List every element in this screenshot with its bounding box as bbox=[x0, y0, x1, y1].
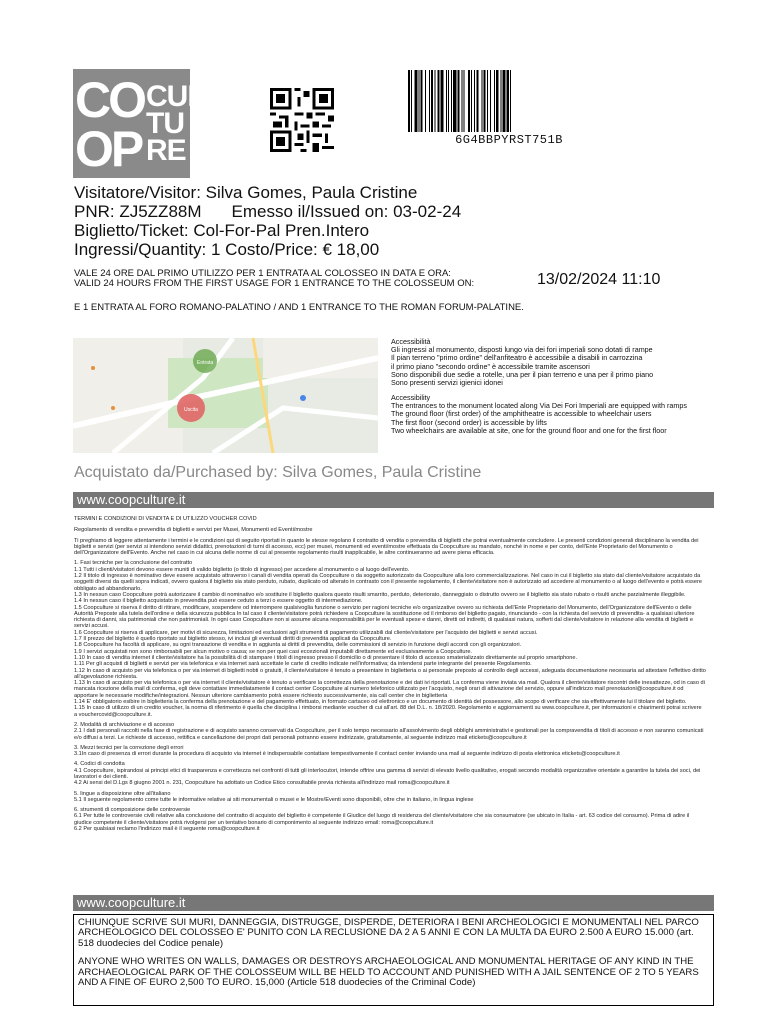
terms-section-2: 2. Modalità di archiviazione e di accesso 2.1 I dati personali raccolti nella fase di registrazione e di acquisto saranno conservati da Coopculture, per il solo tempo necessario all'assolvimento degli obblighi amministrativi e gestionali per la compravendita di titoli di accesso e non saranno comunicati e/o diffusi a terzi. Le richieste di accesso, rettifica e cancellazione dei propri dati personali potranno essere indirizzate, gratuitamente, al seguente indirizzo mail etickets@coopculture.it bbox=[74, 721, 704, 741]
purchased-by: Acquistato da/Purchased by: Silva Gomes, Paula Cristine bbox=[74, 464, 482, 481]
terms-title: TERMINI E CONDIZIONI DI VENDITA E DI UTILIZZO VOUCHER COVID bbox=[74, 516, 257, 522]
accessibility-it-title: Accessibilità bbox=[391, 337, 431, 346]
pnr-issued-line bbox=[74, 202, 461, 222]
accessibility-english bbox=[391, 394, 691, 435]
map-exit-label: Uscita bbox=[184, 407, 198, 413]
pnr: PNR: ZJ5ZZ88M bbox=[74, 202, 202, 221]
map-entry-label: Entrata bbox=[197, 360, 214, 366]
terms-and-conditions bbox=[74, 516, 706, 836]
terms-section-5: 5. lingue a disposizione oltre all'italiano 5.1 Il seguente regolamento come tutte le informative relative ai siti monumentali o musei e le Mostre/Eventi sono disponibili, oltre che in italiano, in lingua inglese bbox=[74, 790, 474, 803]
logo-op: OP bbox=[75, 121, 142, 177]
terms-section-1: 1. Fasi tecniche per la conclusione del contratto 1.1 Tutti i clienti/visitatori devono essere muniti di valido biglietto (o titolo di ingresso) per accedere al monumento o al luogo dell'evento. 1.2 Il titolo di ingresso è nominativo deve essere acquistato attraverso i canali di vendita operati da Coopculture o da soggetto autorizzato da Coopculture alla loro commercializzazione. Nel caso in cui il biglietto sia stato dal cliente/visitatore acquistato da soggetti diversi da quelli sopra indicati, ovvero qualora il biglietto sia stato perduto, rubato, duplicato od alterato in contrasto con il presente regolamento, il cliente/visitatore non è autorizzato ad accedere al monumento o al luogo dell'evento e potrà essere obbligato ad abbandonarlo. 1.3 In nessun caso Coopculture potrà autorizzare il cambio di nominativo e/o sostituire il biglietto qualora questo risulti smarrito, perduto, deteriorato, danneggiato o distrutto ovvero se il biglietto sia stato rubato o risulti anche parzialmente illeggibile. 1.4 In nessun caso il biglietto acquistato in prevendita può essere ceduto a terzi o essere oggetto di intermediazione. 1.5 Coopculture si riserva il diritto di ritirare, modificare, sospendere od interrompere qualsivoglia funzione o servizio per ragioni tecniche e/o organizzative ovvero su richiesta dell'Ente Proprietario del Monumento, dell'Organizzatore dell'Evento o delle Autorità Preposte alla tutela dell'ordine e della sicurezza pubblica In tal caso il cliente/visitatore potrà richiedere a Coopculture la sostituzione od il rimborso del biglietto pagato, rinunciando - con la richiesta del servizio di prevendita- a qualsiasi ulteriore richiesta di danni, sia patrimoniali che non patrimoniali. In ogni caso Coopculture non si assume alcuna responsabilità per le eventuali spese e danni, diretti od indiretti, di qualsiasi natura, sofferti dal cliente/visitatore in relazione alla vendita di biglietti e servizi accusi. 1.6 Coopculture si riserva di applicare, per motivi di sicurezza, limitazioni ed esclusioni agli strumenti di pagamento utilizzabili dal cliente/visitatore per l'acquisto dei biglietti e servizi accusi. 1.7 Il prezzo del biglietto è quello riportato sul biglietto stesso, ivi inclusi gli eventuali diritti di prevendita applicati da Coopculture. 1.8 Coopculture ha facoltà di applicare, su ogni transazione di vendita e in aggiunta ai diritti di prevendita, delle commissioni di servizio in funzione degli accordi con gli organizzatori. 1.9 I servizi acquistati non sono rimborsabili per alcun motivo o causa; se non per quei casi eccezionali imputabili direttamente ed esclusivamente a Coopculture. 1.10 In caso di vendita internet il cliente/visitatore ha la possibilità di di stampare i titoli di ingresso presso il domicilio o di presentare il titolo di accesso smaterializzato direttamente sul proprio smartphone. 1.11 Per gli acquisti di biglietti e servizi per via telefonica e via internet sarà accettate le carte di credito indicate nell'informativa; da intendersi parte integrante del presente Regolamento. 1.12 In caso di acquisto per via telefonica o per via internet di biglietti nobti o gratuiti, il cliente/visitatore è tenuto a presentare in biglietteria o ai personale preposto al controllo degli accessi, adeguata documentazione necessaria ad attestare l'effettivo diritto all'agevolazione richiesta. 1.13 In caso di acquisto per via telefonica o per via internet il cliente/visitatore è tenuto a verificare la correttezza della prenotazione e dei dati ivi riportati. La conferma viene inviata via mail. Qualora il cliente/visitatore riscontri delle inesattezze, od in caso di mancata ricezione della mail di conferma, egli deve contattare immediatamente il contact center Coopculture al numero telefonico utilizzato per l'acquisto, negli orari di attivazione del servizio, oppure all'indirizzo mail prenotazioni@coopculture.it od apportare le necessarie modifiche/integrazioni. Nessun ulteriore cambiamento potrà essere richiesto successivamente, sia call center che in biglietteria 1.14 E' obbligatorio esibire in biglietteria la conferma della prenotazione e del pagamento effettuato, in formato cartaceo od elettronico e un documento di identità del possessore, allo scopo di verificare che sia effettivamente lui il titolare del biglietto. 1.15 In caso di utilizzo di un credito voucher, la norma di riferimento è quella che disciplina i rimborsi mediante voucher di cui all'art. 88 del D.L. n. 18/2020. Regolamento e aggiornamenti su www.coopculture.it, per informazioni e chiarimenti potrai scrivere a vouchercovid@coopculture.it. bbox=[74, 560, 706, 718]
terms-subtitle: Regolamento di vendita e prevendita di biglietti e servizi per Musei, Monumenti ed Eventi/mostre bbox=[74, 527, 313, 534]
location-map bbox=[73, 338, 378, 453]
terms-section-6: 6. strumenti di composizione delle controversie 6.1 Per tutte le controversie civili relative alla conclusione del contratto di acquisto del biglietto è competente il Giudice del luogo di residenza del cliente/visitatore che sia consumatore (se ubicato in Italia - art. 63 codice del consumo). Prima di adire il giudice competente il cliente/visitatore potrà rivolgersi per un tentativo bonario di componimento al seguente indirizzo email: roma@coopculture.it 6.2 Per qualsiasi reclamo l'indirizzo mail è il seguente roma@coopculture.it bbox=[74, 807, 690, 833]
accessibility-en-title: Accessibility bbox=[391, 393, 431, 402]
ticket-type: Biglietto/Ticket: Col-For-Pal Pren.Intero bbox=[74, 221, 370, 240]
logo-co: CO bbox=[75, 72, 144, 128]
qr-code bbox=[270, 88, 334, 152]
website-bar-top: www.coopculture.it bbox=[73, 492, 714, 508]
validity-en: VALID 24 HOURS FROM THE FIRST USAGE FOR 1 ENTRANCE TO THE COLOSSEUM ON: bbox=[74, 278, 475, 289]
terms-intro: Ti preghiamo di leggere attentamente i termini e le condizioni qui di seguito riportati in quanto le stesse regolano il contratto di vendita o prevendita di biglietti che potrai eventualmente concludere. Le presenti condizioni generali disciplinano la vendita dei biglietti e servizi (per servizi si intendono servizi didattici, prenotazioni di turni di accesso, ecc) per musei, monumenti ed eventi/mostre effettuata da Coopculture su mandato, nonché in nome e per conto, dell'Ente Proprietario del Monumento o dell'Organizzatore dell'Evento. Anche nel caso in cui alcuna delle norme di cui al presente regolamento risulti inapplicabile, le altre continueranno ad avere piena efficacia. bbox=[74, 537, 699, 557]
visitor-name: Visitatore/Visitor: Silva Gomes, Paula Cristine bbox=[74, 183, 418, 202]
entry-datetime: 13/02/2024 11:10 bbox=[537, 271, 661, 288]
website-bar-bottom: www.coopculture.it bbox=[73, 895, 714, 911]
quantity-price: Ingressi/Quantity: 1 Costo/Price: € 18,00 bbox=[74, 240, 380, 259]
terms-section-3: 3. Mezzi tecnici per la correzione degli errori 3.1In caso di presenza di errori durante la procedura di acquisto via internet è indispensabile contattare tempestivamente il contact center inviando una mail al seguente indirizzo di posta elettronica etickets@coopculture.it bbox=[74, 744, 620, 758]
warning-italian: CHIUNQUE SCRIVE SUI MURI, DANNEGGIA, DISTRUGGE, DISPERDE, DETERIORA I BENI ARCHEOLOGICI E MONUMENTALI NEL PARCO ARCHEOLOGICO DEL COLOSSEO E' PUNITO CON LA RECLUSIONE DA 2 A 5 ANNI E CON LA MULTA DA EURO 2.500 A EURO 15.000 (art. 518 duodecies del Codice penale) bbox=[78, 917, 699, 949]
validity-it: VALE 24 ORE DAL PRIMO UTILIZZO PER 1 ENTRATA AL COLOSSEO IN DATA E ORA: bbox=[74, 268, 451, 279]
legal-warning-box bbox=[73, 914, 714, 1006]
barcode bbox=[408, 70, 610, 132]
warning-english: ANYONE WHO WRITES ON WALLS, DAMAGES OR DESTROYS ARCHAEOLOGICAL AND MONUMENTAL HERITAGE OF ANY KIND IN THE ARCHAEOLOGICAL PARK OF THE COLOSSEUM WILL BE HELD TO ACCOUNT AND PUNISHED WITH A JAIL SENTENCE OF 2 TO 5 YEARS AND A FINE OF EURO 2,500 TO EURO. 15,000 (Article 518 duodecies of the Criminal Code) bbox=[78, 956, 699, 989]
forum-entrance-text: E 1 ENTRATA AL FORO ROMANO-PALATINO / AND 1 ENTRANCE TO THE ROMAN FORUM-PALATINE. bbox=[74, 302, 524, 313]
barcode-number: 6G4BBPYRST751B bbox=[455, 133, 563, 147]
logo-culture: CUL TU RE bbox=[146, 80, 205, 167]
accessibility-it-body: Gli ingressi al monumento, disposti lungo via dei fori imperiali sono dotati di rampe Il pian terreno "primo ordine" dell'anfiteatro è accessibile a disabili in carrozzina il primo piano "secondo ordine" è accessibile tramite ascensori Sono disponibili due sedie a rotelle, una per il pian terreno e una per il primo piano Sono presenti servizi igienici idonei bbox=[391, 345, 654, 388]
accessibility-italian bbox=[391, 338, 691, 387]
validity-text bbox=[74, 269, 474, 289]
issued-date: Emesso il/Issued on: 03-02-24 bbox=[231, 202, 462, 221]
terms-section-4: 4. Codici di condotta 4.1 Coopculture, ispirandosi ai principi etici di trasparenza e correttezza nei confronti di tutti gli interlocutori, intende offrire una gamma di servizi di elevato livello qualitativo, erogati secondo modalità organizzative orientate a garantire la tutela dei soci, dei lavoratori e dei clienti. 4.2 Ai sensi del D.Lgs 8 giugno 2001 n. 231, Coopculture ha adottato un Codice Etico consultabile previa richiesta all'indirizzo mail roma@coopculture.it bbox=[74, 761, 701, 787]
coopculture-logo bbox=[73, 69, 205, 178]
accessibility-en-body: The entrances to the monument located along Via Dei Fori Imperiali are equipped with ramps The ground floor (first order) of the amphitheatre is accessible to wheelchair users The first floor (second order) is accessible by lifts Two wheelchairs are available at site, one for the ground floor and one for the first floor bbox=[391, 401, 687, 435]
